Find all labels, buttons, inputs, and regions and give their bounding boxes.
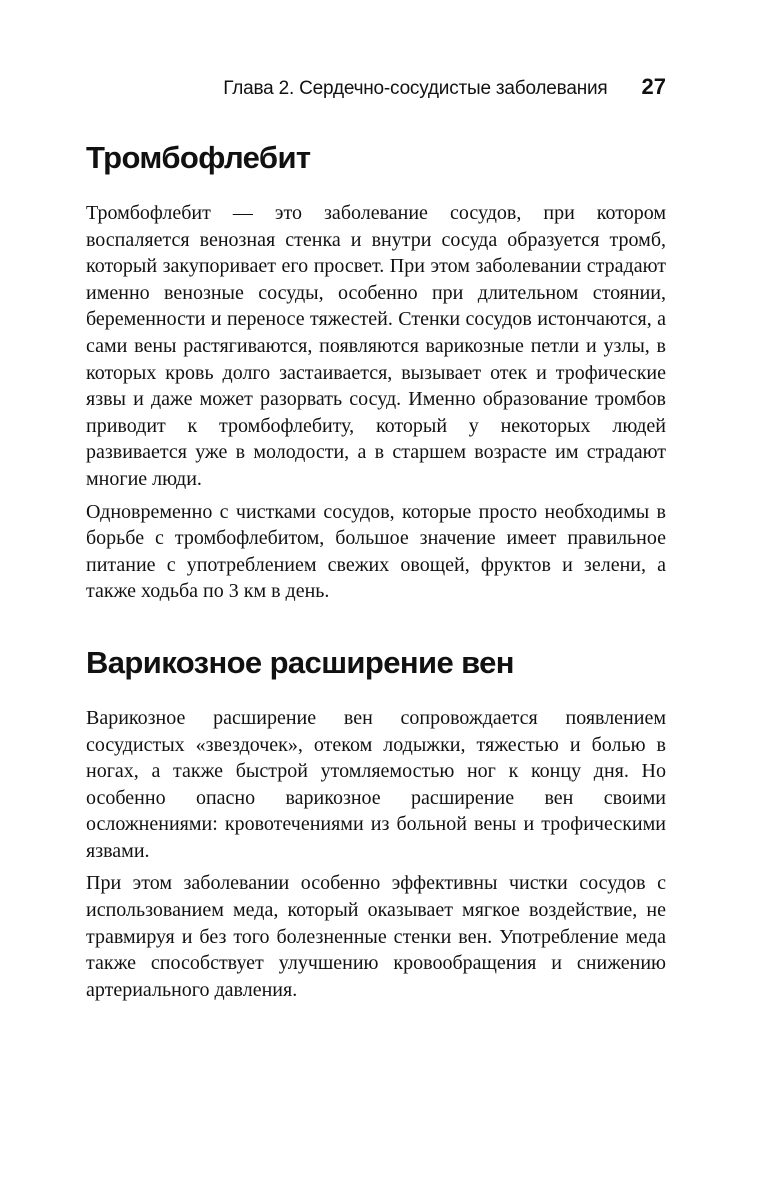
section-heading: Варикозное расширение вен [86,644,514,680]
paragraph: Одновременно с чистками сосудов, которые просто необходимы в борьбе с тромбофлебитом, большое значение имеет правильное питание с употреблением свежих овощей, фруктов и зелени, а также ходьба по 3 км в день. [86,500,666,603]
paragraph: Варикозное расширение вен сопровождается появлением сосудистых «звездочек», отеком лодыжки, тяжестью и болью в ногах, а также быстрой утомляемостью ног к концу дня. Но особенно опасно варикозное расширение вен своими осложнениями: кровотечениями из больной вены и трофическими язвами. [86,706,666,862]
section-thrombophlebitis [86,138,666,605]
running-header [88,74,666,106]
section-varicose-veins [86,643,666,1004]
paragraph: При этом заболевании особенно эффективны чистки сосудов с использованием меда, который оказывает мягкое воздействие, не травмируя и без того болезненные стенки вен. Употребление меда также способствует улучшению кровообращения и снижению артериального давления. [86,872,666,1001]
page-content [86,138,666,1009]
section-heading: Тромбофлебит [86,140,311,175]
paragraph: Тромбофлебит — это заболевание сосудов, при котором воспаляется венозная стенка и внутри сосуда образуется тромб, который закупоривает его просвет. При этом заболевании страдают именно венозные сосуды, особенно при длительном стоянии, беременности и переносе тяжестей. Стенки сосудов истончаются, а сами вены растягиваются, появляются варикозные петли и узлы, в которых кровь долго застаивается, вызывает отек и трофические язвы и даже может разорвать сосуд. Именно образование тромбов приводит к тромбофлебиту, который у некоторых людей развивается уже в молодости, а в старшем возрасте им страдают многие люди. [86,202,666,490]
running-title: Глава 2. Сердечно-сосудистые заболевания [223,78,608,99]
page-number: 27 [641,74,666,99]
